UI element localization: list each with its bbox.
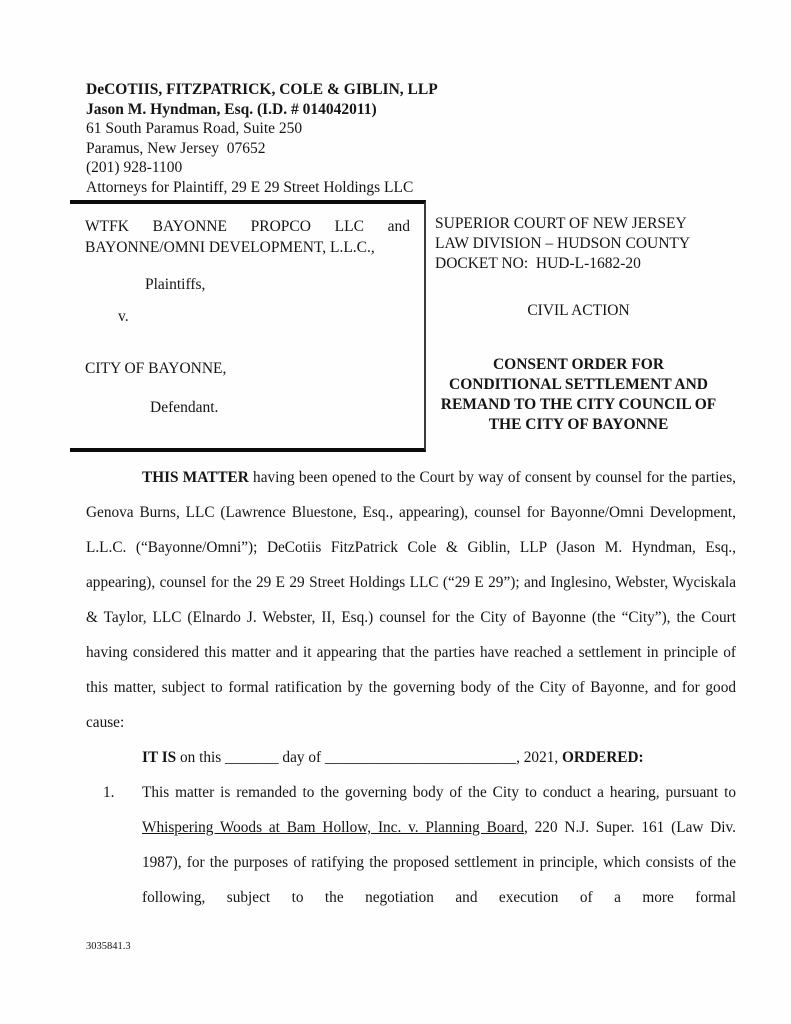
recitals-text: having been opened to the Court by way of consent by counsel for the parties, Genova Burns, LLC (Lawrence Bluestone, Esq., appearing), counsel for Bayonne/Omni Development, L.L.C. (“Bayonne/Omni”); DeCotiis FitzPatrick Cole & Giblin, LLP (Jason M. Hyndman, Esq., appearing), counsel for the 29 E 29 Street Holdings LLC (“29 E 29”); and Inglesino, Webster, Wyciskala & Taylor, LLC (Elnardo J. Webster, II, Esq.) counsel for the City of Bayonne (the “City”), the Court having considered this matter and it appearing that the parties have reached a settlement in principle of this matter, subject to formal ratification by the governing body of the City of Bayonne, and for good cause: — [86, 469, 736, 731]
attorney-phone: (201) 928-1100 — [86, 159, 183, 176]
plaintiff-names-line2: BAYONNE/OMNI DEVELOPMENT, L.L.C., — [85, 239, 375, 256]
order-title-line3: REMAND TO THE CITY COUNCIL OF — [440, 396, 717, 413]
ordered-line — [86, 740, 736, 775]
case-citation: Whispering Woods at Bam Hollow, Inc. v. Planning Board — [142, 819, 525, 836]
document-number: 3035841.3 — [86, 941, 131, 952]
month-blank: _________________________ — [324, 749, 517, 766]
order-title — [435, 355, 722, 435]
versus-label: v. — [118, 308, 129, 325]
day-blank: _______ — [225, 749, 279, 766]
this-matter-lead: THIS MATTER — [142, 469, 249, 486]
recitals-paragraph — [86, 460, 736, 740]
item-1-post: , 220 N.J. Super. 161 (Law Div. 1987), for the purposes of ratifying the proposed settlement in principle, which consists of the following, subject to the negotiation and execution of a more formal — [142, 819, 737, 906]
attorney-block — [86, 80, 438, 197]
court-name: SUPERIOR COURT OF NEW JERSEY — [435, 215, 687, 232]
it-is-lead: IT IS — [142, 749, 177, 766]
item-1-pre: This matter is remanded to the governing body of the City to conduct a hearing, pursuant to — [142, 784, 736, 801]
item-1-text — [142, 775, 736, 915]
ordered-line-text3: , 2021, — [516, 749, 563, 766]
ordered-label: ORDERED: — [562, 749, 644, 766]
plaintiff-names-line1: WTFK BAYONNE PROPCO LLC and — [85, 218, 410, 235]
item-1-number: 1. — [103, 784, 115, 801]
law-firm-name: DeCOTIIS, FITZPATRICK, COLE & GIBLIN, LLP — [86, 81, 438, 98]
caption-parties-box — [70, 200, 426, 452]
ordered-line-text1: on this — [176, 749, 226, 766]
ordered-line-text2: day of — [278, 749, 325, 766]
court-division: LAW DIVISION – HUDSON COUNTY — [435, 235, 691, 252]
attorney-address-street: 61 South Paramus Road, Suite 250 — [86, 120, 303, 137]
action-type: CIVIL ACTION — [527, 302, 630, 319]
case-caption — [70, 200, 726, 452]
defendant-name: CITY OF BAYONNE, — [85, 360, 227, 377]
docket-number: DOCKET NO: HUD-L-1682-20 — [435, 255, 641, 272]
caption-court-box — [426, 200, 726, 452]
order-title-line2: CONDITIONAL SETTLEMENT AND — [449, 376, 708, 393]
attorney-name-id: Jason M. Hyndman, Esq. (I.D. # 014042011) — [86, 100, 377, 118]
order-title-line1: CONSENT ORDER FOR — [492, 356, 665, 373]
attorney-role: Attorneys for Plaintiff, 29 E 29 Street Holdings LLC — [86, 178, 414, 196]
attorney-address-city: Paramus, New Jersey 07652 — [86, 139, 266, 157]
defendant-label: Defendant. — [150, 399, 219, 416]
plaintiffs-label: Plaintiffs, — [145, 276, 206, 293]
ordered-item-1 — [86, 775, 736, 915]
order-title-line4: THE CITY OF BAYONNE — [488, 416, 669, 433]
order-body — [86, 460, 736, 915]
